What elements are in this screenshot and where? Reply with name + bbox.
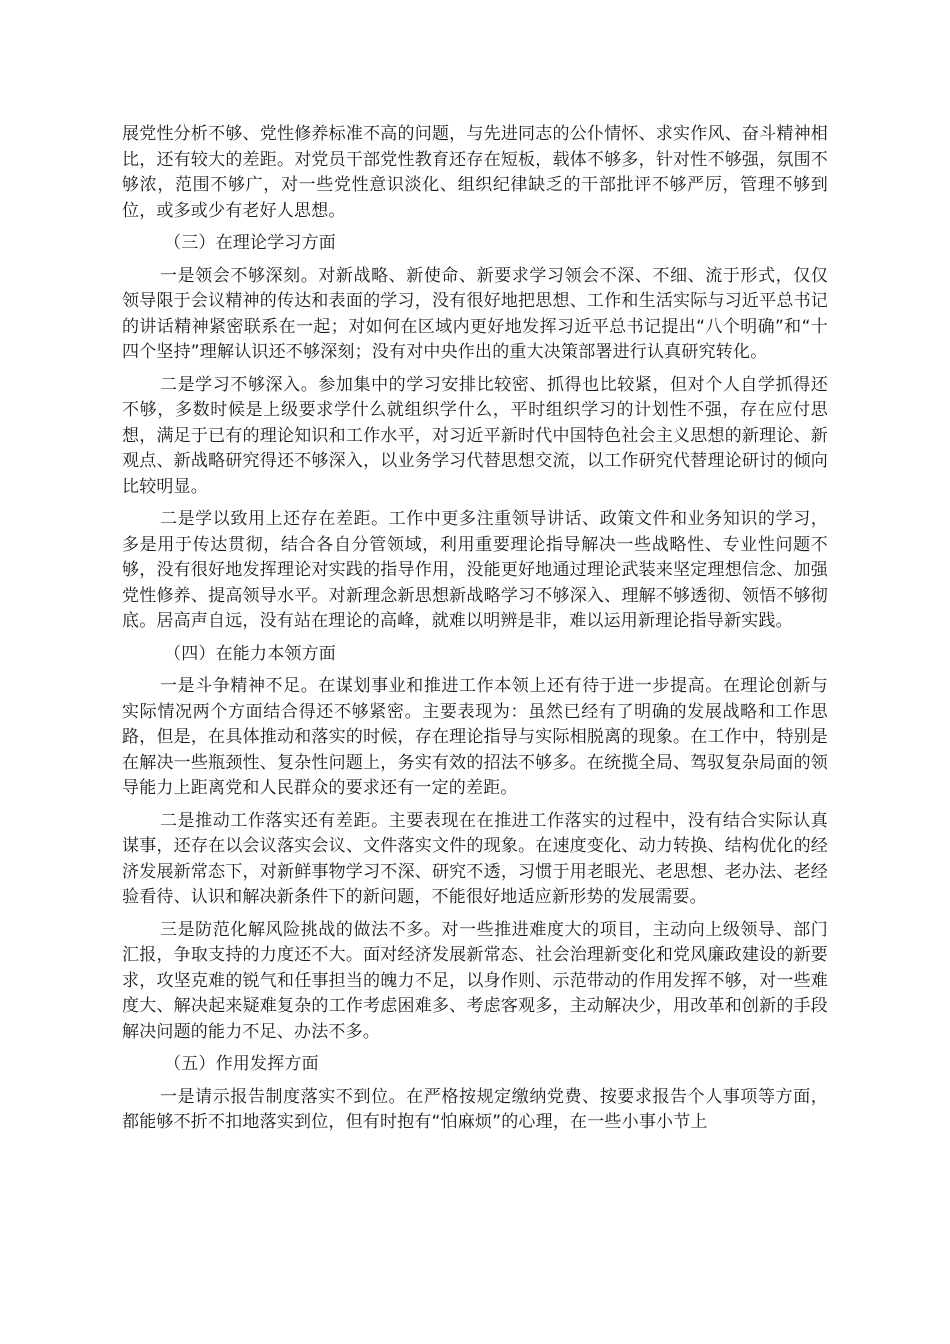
body-paragraph: 一是斗争精神不足。在谋划事业和推进工作本领上还有待于进一步提高。在理论创新与实际情况两个方面结合得还不够紧密。主要表现为：虽然已经有了明确的发展战略和工作思路，但是，在具体推动和落实的时候，存在理论指导与实际相脱离的现象。在工作中，特别是在解决一些瓶颈性、复杂性问题上，务实有效的招法不够多。在统揽全局、驾驭复杂局面的领导能力上距离党和人民群众的要求还有一定的差距。 xyxy=(122,676,828,798)
body-paragraph: 二是推动工作落实还有差距。主要表现在在推进工作落实的过程中，没有结合实际认真谋事，还存在以会议落实会议、文件落实文件的现象。在速度变化、动力转换、结构优化的经济发展新常态下，对新鲜事物学习不深、研究不透，习惯于用老眼光、老思想、老办法、老经验看待、认识和解决新条件下的新问题，不能很好地适应新形势的发展需要。 xyxy=(122,810,828,907)
section-heading: （五）作用发挥方面 xyxy=(164,1054,319,1074)
section-heading: （四）在能力本领方面 xyxy=(164,643,336,664)
body-paragraph: 二是学以致用上还存在差距。工作中更多注重领导讲话、政策文件和业务知识的学习，多是用于传达贯彻，结合各自分管领域，利用重要理论指导解决一些战略性、专业性问题不够，没有很好地发挥理论对实践的指导作用，没能更好地通过理论武装来坚定理想信念、加强党性修养、提高领导水平。对新理念新思想新战略学习不够深入、理解不够透彻、领悟不够彻底。居高声自远，没有站在理论的高峰，就难以明辨是非，难以运用新理论指导新实践。 xyxy=(122,509,828,631)
body-paragraph: 展党性分析不够、党性修养标准不高的问题，与先进同志的公仆情怀、求实作风、奋斗精神相比，还有较大的差距。对党员干部党性教育还存在短板，载体不够多，针对性不够强，氛围不够浓，范围不够广，对一些党性意识淡化、组织纪律缺乏的干部批评不够严厉，管理不够到位，或多或少有老好人思想。 xyxy=(122,124,828,221)
section-heading: （三）在理论学习方面 xyxy=(164,233,336,253)
body-paragraph: 三是防范化解风险挑战的做法不多。对一些推进难度大的项目，主动向上级领导、部门汇报，争取支持的力度还不大。面对经济发展新常态、社会治理新变化和党风廉政建设的新要求，攻坚克难的锐气和任事担当的魄力不足，以身作则、示范带动的作用发挥不够，对一些难度大、解决起来疑难复杂的工作考虑困难多、考虑客观多，主动解决少，用改革和创新的手段解决问题的能力不足、办法不多。 xyxy=(122,919,828,1042)
document-body xyxy=(122,122,828,1143)
body-paragraph: 一是请示报告制度落实不到位。在严格按规定缴纳党费、按要求报告个人事项等方面，都能够不折不扣地落实到位，但有时抱有“怕麻烦”的心理，在一些小事小节上 xyxy=(122,1086,828,1132)
body-paragraph: 二是学习不够深入。参加集中的学习安排比较密、抓得也比较紧，但对个人自学抓得还不够，多数时候是上级要求学什么就组织学什么，平时组织学习的计划性不强，存在应付思想，满足于已有的理论知识和工作水平，对习近平新时代中国特色社会主义思想的新理论、新观点、新战略研究得还不够深入，以业务学习代替思想交流，以工作研究代替理论研讨的倾向比较明显。 xyxy=(122,374,828,497)
body-paragraph: 一是领会不够深刻。对新战略、新使命、新要求学习领会不深、不细、流于形式，仅仅领导限于会议精神的传达和表面的学习，没有很好地把思想、工作和生活实际与习近平总书记的讲话精神紧密联系在一起；对如何在区域内更好地发挥习近平总书记提出“八个明确”和“十四个坚持”理解认识还不够深刻；没有对中央作出的重大决策部署进行认真研究转化。 xyxy=(122,265,828,362)
